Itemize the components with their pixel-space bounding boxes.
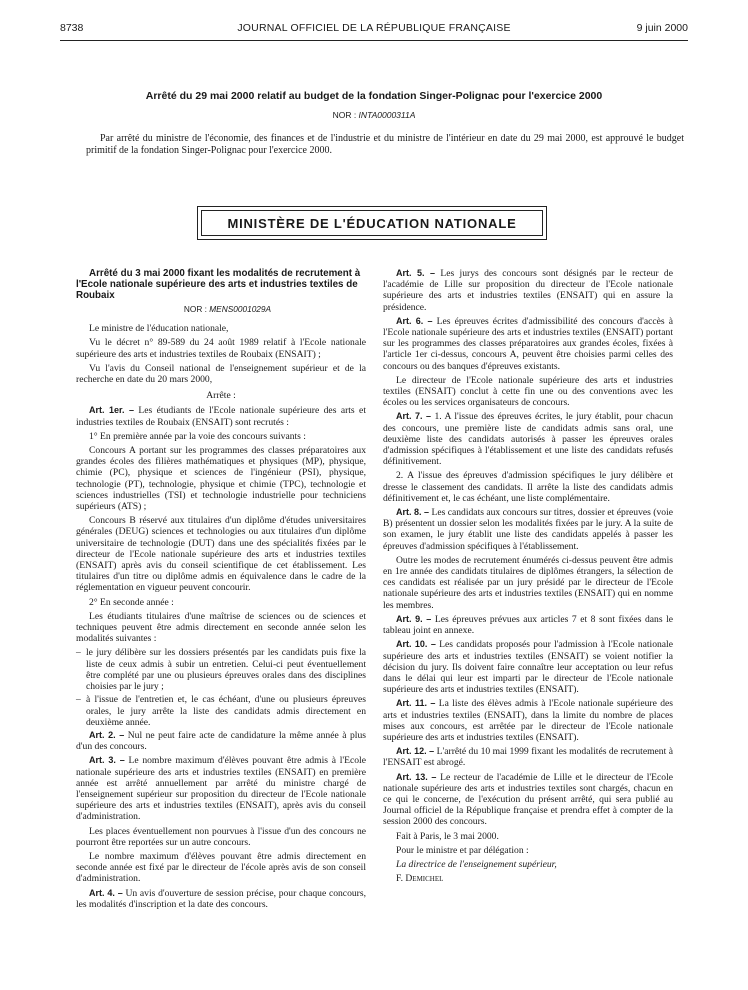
page-number: 8738	[60, 22, 84, 34]
arrete-singer-polignac-title: Arrêté du 29 mai 2000 relatif au budget de la fondation Singer-Polignac pour l'exercice 2000	[145, 90, 603, 102]
nor-label: NOR :	[183, 304, 210, 314]
ministry-banner	[197, 206, 547, 240]
paragraph: Outre les modes de recrutement énumérés ci-dessus peuvent être admis en 1re année des candidats titulaires de diplômes étrangers, la sélection de ces candidats est réalisée par un jury présidé par le directeur de l'Ecole nationale supérieure des arts et industries textiles (ENSAIT) qui en nomme les membres.	[383, 554, 673, 611]
paragraph: Le ministre de l'éducation nationale,	[89, 323, 229, 335]
nor-code: MENS0001029A	[209, 304, 272, 314]
article-9	[383, 614, 673, 636]
arrete-ensait-title: Arrêté du 3 mai 2000 fixant les modalités de recrutement à l'Ecole nationale supérieure des arts et industries textiles de Roubaix	[76, 268, 361, 301]
paragraph: 1° En première année par la voie des concours suivants :	[89, 430, 306, 442]
signature-place-date: Fait à Paris, le 3 mai 2000.	[396, 830, 499, 842]
paragraph: 2° En seconde année :	[89, 596, 174, 608]
signature-name	[383, 873, 673, 884]
article-label: Art. 4. –	[89, 887, 123, 898]
list-item: – à l'issue de l'entretien et, le cas échéant, d'une ou plusieurs épreuves orales, le jury arrête la liste des candidats admis directement en deuxième année.	[76, 694, 366, 728]
article-text: Nul ne peut faire acte de candidature la même année à plus d'un des concours.	[76, 729, 366, 753]
paragraph: Les places éventuellement non pourvues à l'issue d'un des concours ne pourront être reportées sur un autre concours.	[76, 825, 366, 848]
article-text: Les étudiants de l'Ecole nationale supérieure des arts et industries textiles de Roubaix (ENSAIT) sont recrutés :	[76, 405, 366, 428]
list-item: – le jury délibère sur les dossiers présentés par les candidats puis fixe la liste de ceux admis à subir un entretien. Celui-ci peut éventuellement être complété par une ou plusieurs épreuves orales dans des disciplines choisies par le jury ;	[76, 647, 366, 692]
article-label: Art. 8. –	[396, 507, 430, 518]
article-3	[76, 755, 366, 822]
article-text: Les épreuves prévues aux articles 7 et 8 sont fixées dans le tableau joint en annexe.	[383, 613, 674, 637]
left-column	[76, 268, 366, 913]
article-text: Les jurys des concours sont désignés par le recteur de l'académie de Lille sur proposition du directeur de l'Ecole nationale supérieure des arts et industries textiles (ENSAIT) qui en assure la présidence.	[383, 268, 673, 313]
article-text: 1. A l'issue des épreuves écrites, le jury établit, pour chacun des concours, une première liste de candidats admis sans oral, une deuxième liste des candidats autorisés à passer les épreuves orales d'admission spécifiques à l'établissement et une liste des candidats refusés définitivement.	[383, 411, 673, 468]
article-label: Art. 13. –	[396, 771, 437, 782]
article-label: Art. 10. –	[396, 639, 436, 650]
paragraph: Vu le décret n° 89-589 du 24 août 1989 relatif à l'Ecole nationale supérieure des arts et industries textiles de Roubaix (ENSAIT) ;	[76, 337, 366, 360]
article-10	[383, 639, 673, 695]
journal-title: JOURNAL OFFICIEL DE LA RÉPUBLIQUE FRANÇAISE	[237, 22, 511, 34]
arrete-ensait-nor	[76, 304, 366, 315]
article-label: Art. 9. –	[396, 613, 432, 624]
article-label: Art. 1er. –	[89, 405, 135, 416]
article-label: Art. 11. –	[396, 698, 436, 709]
paragraph: Le directeur de l'Ecole nationale supérieure des arts et industries textiles (ENSAIT) conclut à cette fin une ou des conventions avec les écoles ou les services organisateurs de concours.	[383, 374, 673, 409]
article-label: Art. 7. –	[396, 411, 432, 422]
article-label: Art. 3. –	[89, 755, 125, 766]
nor-code: INTA0000311A	[358, 110, 416, 120]
paragraph: Concours B réservé aux titulaires d'un diplôme d'études universitaires générales (DEUG) sciences et technologies ou aux titulaires d'un diplôme universitaire de technologie (DUT) dans une des spécialités fixées par le directeur de l'Ecole nationale supérieure des arts et industries textiles (ENSAIT) après avis du conseil scientifique de cet établissement. Les titulaires d'un titre ou diplôme admis en équivalence dans le cadre de la réglementation en vigueur peuvent concourir.	[76, 515, 366, 594]
article-5	[383, 268, 673, 313]
article-text: La liste des élèves admis à l'Ecole nationale supérieure des arts et industries textiles (ENSAIT), dans la limite du nombre de places mises aux concours, est arrêtée par le directeur de l'Ecole nationale supérieure des arts et industries textiles (ENSAIT).	[383, 698, 673, 743]
article-label: Art. 6. –	[396, 315, 433, 326]
article-2	[76, 730, 366, 752]
arrete-singer-polignac-body: Par arrêté du ministre de l'économie, des finances et de l'industrie et du ministre de l'intérieur en date du 29 mai 2000, est approuvé le budget primitif de la fondation Singer-Polignac pour l'exercice 2000.	[86, 133, 684, 156]
paragraph: Le nombre maximum d'élèves pouvant être admis directement en seconde année est fixé par le directeur de l'école après avis de son conseil d'administration.	[76, 850, 366, 885]
article-text: Les candidats aux concours sur titres, dossier et épreuves (voie B) présentent un dossier selon les modalités fixées par le jury. A la suite de son examen, le jury établit une liste des candidats appelés à passer les épreuves d'admission spécifiques à l'établissement.	[383, 507, 673, 552]
article-label: Art. 12. –	[396, 746, 435, 757]
nor-label: NOR :	[332, 110, 359, 120]
signature-delegation: Pour le ministre et par délégation :	[396, 844, 529, 856]
signatory-name: F. Demichel	[396, 873, 444, 885]
article-text: Le nombre maximum d'élèves pouvant être admis à l'Ecole nationale supérieure des arts et industries textiles (ENSAIT) en première année est arrêté annuellement par arrêté du ministre chargé de l'enseignement supérieur sur proposition du directeur de l'Ecole nationale supérieure des arts et industries textiles (ENSAIT), après avis du conseil d'administration.	[76, 755, 366, 823]
arrete-word: Arrête :	[206, 390, 236, 402]
right-column	[383, 268, 673, 887]
paragraph: Concours A portant sur les programmes des classes préparatoires aux grandes écoles des filières mathématiques et physiques (MP), physique, chimie (PC), physique et sciences de l'ingénieur (PSI), physique, technologie (PT), technologie, physique et chimie (TPC), technologie et sciences industrielles (TSI) et technologie industrielle pour techniciens supérieurs (ATS) ;	[76, 445, 366, 513]
arrete-singer-polignac-nor	[60, 110, 688, 120]
article-8	[383, 507, 673, 552]
paragraph: Les étudiants titulaires d'une maîtrise de sciences ou de sciences et techniques peuvent être admis directement en seconde année selon les modalités suivantes :	[76, 610, 366, 645]
article-label: Art. 2. –	[89, 729, 125, 740]
article-label: Art. 5. –	[396, 268, 435, 278]
ministry-title: MINISTÈRE DE L'ÉDUCATION NATIONALE	[201, 210, 543, 236]
article-text: Les candidats proposés pour l'admission à l'Ecole nationale supérieure des arts et industries textiles (ENSAIT) se voient notifier la décision du jury. Ils doivent faire connaître leur acceptation ou leur refus dans le délai qui leur est imparti par le directeur de l'Ecole nationale supérieure des arts et industries textiles (ENSAIT).	[383, 639, 673, 696]
paragraph: 2. A l'issue des épreuves d'admission spécifiques le jury délibère et dresse le classement des candidats. Il arrête la liste des candidats admis définitivement et, le cas échéant, une liste complémentaire.	[383, 470, 673, 504]
issue-date: 9 juin 2000	[636, 22, 688, 34]
article-13	[383, 772, 673, 828]
article-7	[383, 411, 673, 467]
article-4	[76, 888, 366, 910]
header-divider	[60, 40, 688, 41]
signature-role: La directrice de l'enseignement supérieur,	[396, 858, 557, 870]
article-11	[383, 698, 673, 743]
article-text: Les épreuves écrites d'admissibilité des concours d'accès à l'Ecole nationale supérieure des arts et industries textiles (ENSAIT) portant sur les programmes des classes préparatoires aux grandes écoles, fixées à l'article 1er ci-dessus, concours A, peuvent être choisies parmi celles des concours ou des banques d'épreuves existants.	[383, 315, 674, 372]
paragraph: Vu l'avis du Conseil national de l'enseignement supérieur et de la recherche en date du 20 mars 2000,	[76, 362, 366, 386]
article-1	[76, 405, 366, 427]
page-header	[60, 22, 688, 36]
article-12	[383, 746, 673, 768]
article-6	[383, 316, 673, 372]
article-text: L'arrêté du 10 mai 1999 fixant les modalités de recrutement à l'ENSAIT est abrogé.	[383, 746, 674, 769]
article-text: Un avis d'ouverture de session précise, pour chaque concours, les modalités d'inscription et la date des concours.	[76, 887, 366, 910]
article-text: Le recteur de l'académie de Lille et le directeur de l'Ecole nationale supérieure des arts et industries textiles sont chargés, chacun en ce qui le concerne, de l'exécution du présent arrêté, qui sera publié au Journal officiel de la République française et prendra effet à compter de la session 2000 des concours.	[383, 771, 673, 828]
